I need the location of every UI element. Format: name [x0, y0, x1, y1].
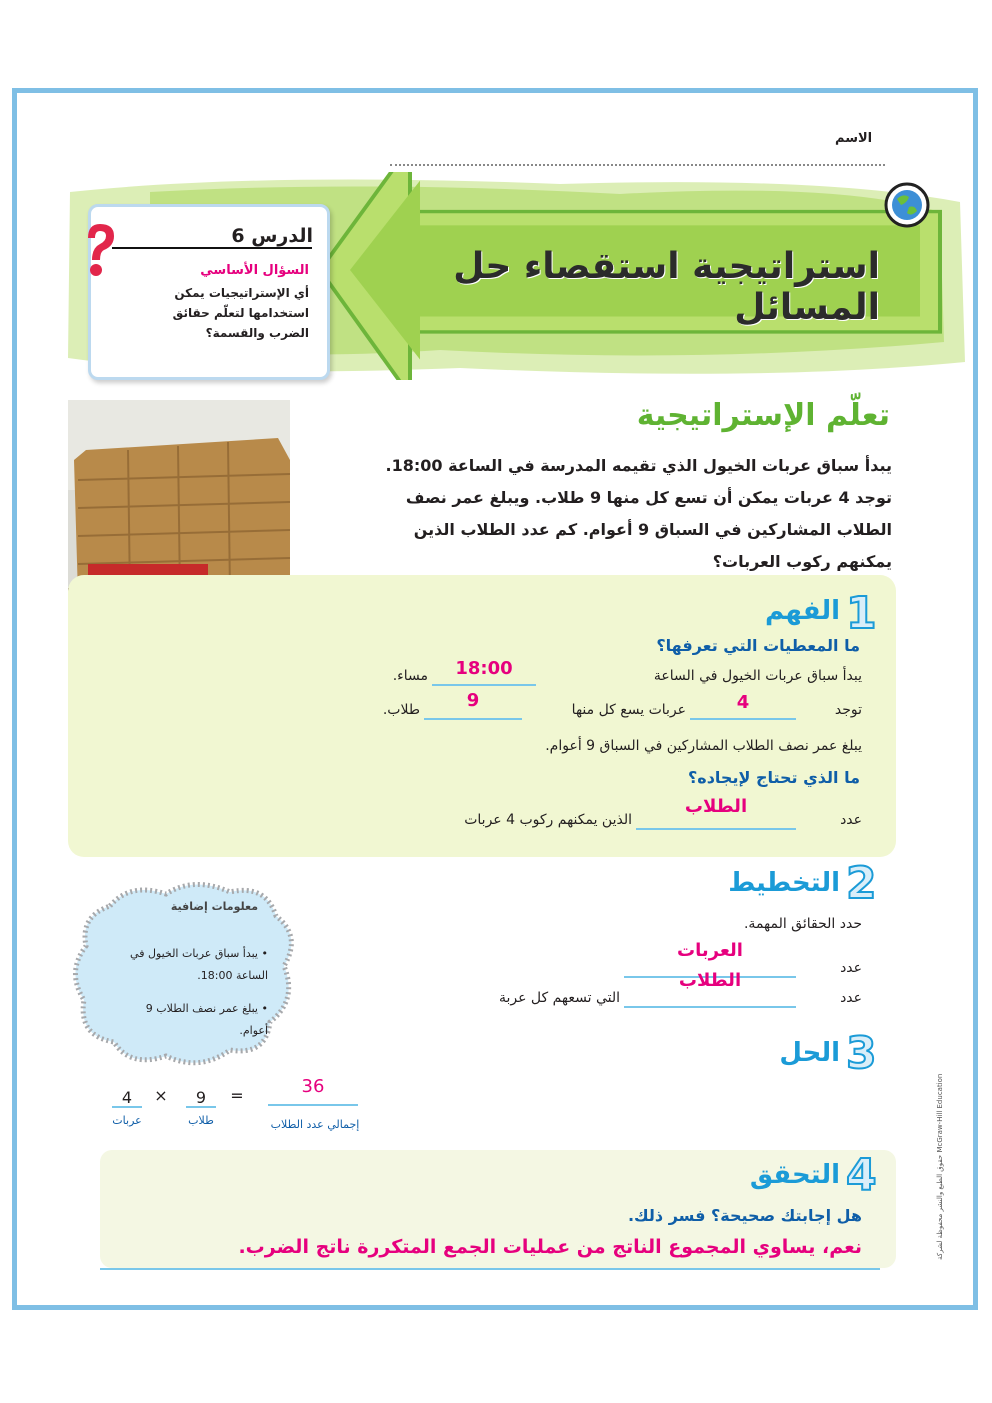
step-number-2: 2 — [846, 858, 877, 909]
step-title-solve: الحل — [779, 1038, 840, 1068]
answer-find: الطلاب — [684, 796, 748, 817]
copyright-notice: حقوق الطبع والنشر محفوظة لشركة McGraw-Hill Education — [936, 1073, 944, 1260]
problem-line: الطلاب المشاركين في السباق 9 أعوام. كم عدد الطلاب الذين — [413, 520, 892, 539]
step-title-plan: التخطيط — [728, 868, 840, 898]
cloud-bullet-2: • يبلغ عمر نصف الطلاب 9 أعوام. — [145, 1002, 268, 1037]
given-question: ما المعطيات التي تعرفها؟ — [656, 636, 860, 655]
lesson-title-rule — [112, 247, 312, 249]
cloud-title: معلومات إضافية — [170, 900, 258, 913]
answer-blank-row2[interactable] — [624, 988, 796, 1008]
equation-wagons: 4 — [121, 1088, 133, 1107]
answer-row2: الطلاب — [678, 970, 742, 991]
answer-line — [100, 1268, 880, 1270]
find-line-b: الذين يمكنهم ركوب 4 عربات — [464, 812, 632, 828]
problem-line: توجد 4 عربات يمكن أن تسع كل منها 9 طلاب. ويبلغ عمر نصف — [405, 488, 892, 507]
cloud-bullet-1-text: يبدأ سباق عربات الخيول في الساعة 18:00. — [130, 947, 268, 982]
equation-blank-b — [186, 1092, 216, 1108]
plan-row1-label: عدد — [840, 960, 862, 976]
caption-total: إجمالي عدد الطلاب — [270, 1118, 360, 1131]
step-number-1: 1 — [846, 588, 877, 639]
plan-row2-label: عدد — [840, 990, 862, 1006]
globe-icon — [883, 181, 931, 229]
equation-result: 36 — [301, 1076, 325, 1097]
caption-wagons: عربات — [112, 1114, 142, 1127]
given-line-2c: طلاب. — [382, 702, 420, 718]
equation-blank-a — [112, 1092, 142, 1108]
answer-time: 18:00 — [455, 658, 513, 679]
plan-row2-tail: التي تسعهم كل عربة — [498, 990, 620, 1006]
given-line-1b: مساء. — [392, 668, 428, 684]
answer-row1: العربات — [677, 940, 743, 961]
check-question: هل إجابتك صحيحة؟ فسر ذلك. — [627, 1206, 862, 1225]
plan-intro: حدد الحقائق المهمة. — [743, 916, 862, 932]
equation-equals: = — [230, 1086, 244, 1105]
find-question: ما الذي تحتاج لإيجاده؟ — [687, 768, 860, 787]
cloud-bullet-2-text: يبلغ عمر نصف الطلاب 9 أعوام. — [145, 1002, 268, 1037]
lesson-card — [88, 204, 330, 380]
question-mark-icon — [82, 222, 116, 280]
problem-text — [340, 450, 892, 578]
given-line-2a: توجد — [834, 702, 862, 718]
step-number-3: 3 — [846, 1028, 877, 1079]
given-line-2b: عربات يسع كل منها — [571, 702, 686, 718]
lesson-number: الدرس 6 — [231, 225, 313, 247]
given-line-1a: يبدأ سباق عربات الخيول في الساعة — [653, 668, 862, 684]
essential-question-label: السؤال الأساسي — [200, 263, 309, 278]
page-title: استراتيجية استقصاء حل المسائل — [453, 246, 880, 328]
check-answer: نعم، يساوي المجموع الناتج من عمليات الجمع المتكررة ناتج الضرب. — [238, 1236, 862, 1258]
equation-blank-result[interactable] — [268, 1088, 358, 1106]
problem-line: يبدأ سباق عربات الخيول الذي تقيمه المدرسة في الساعة 18:00. — [385, 456, 892, 475]
learn-strategy-title: تعلّم الإستراتيجية — [636, 398, 890, 433]
cloud-bullet-1: • يبدأ سباق عربات الخيول في الساعة 18:00. — [130, 947, 268, 982]
name-label: الاسم — [835, 131, 873, 146]
equation-times: × — [154, 1086, 168, 1105]
find-line-a: عدد — [840, 812, 862, 828]
step-number-4: 4 — [846, 1150, 877, 1201]
step-title-check: التحقق — [749, 1160, 840, 1190]
essential-question: أي الإستراتيجيات يمكن استخدامها لتعلّم حقائق الضرب والقسمة؟ — [172, 286, 309, 340]
caption-students: طلاب — [188, 1114, 214, 1127]
equation-students: 9 — [195, 1088, 207, 1107]
name-field[interactable] — [390, 146, 885, 166]
problem-line: يمكنهم ركوب العربات؟ — [712, 552, 892, 571]
answer-students-per-wagon: 9 — [466, 690, 480, 711]
answer-wagons: 4 — [736, 692, 750, 713]
given-line-3: يبلغ عمر نصف الطلاب المشاركين في السباق 9 أعوام. — [545, 738, 862, 754]
step-title-understand: الفهم — [765, 596, 840, 626]
